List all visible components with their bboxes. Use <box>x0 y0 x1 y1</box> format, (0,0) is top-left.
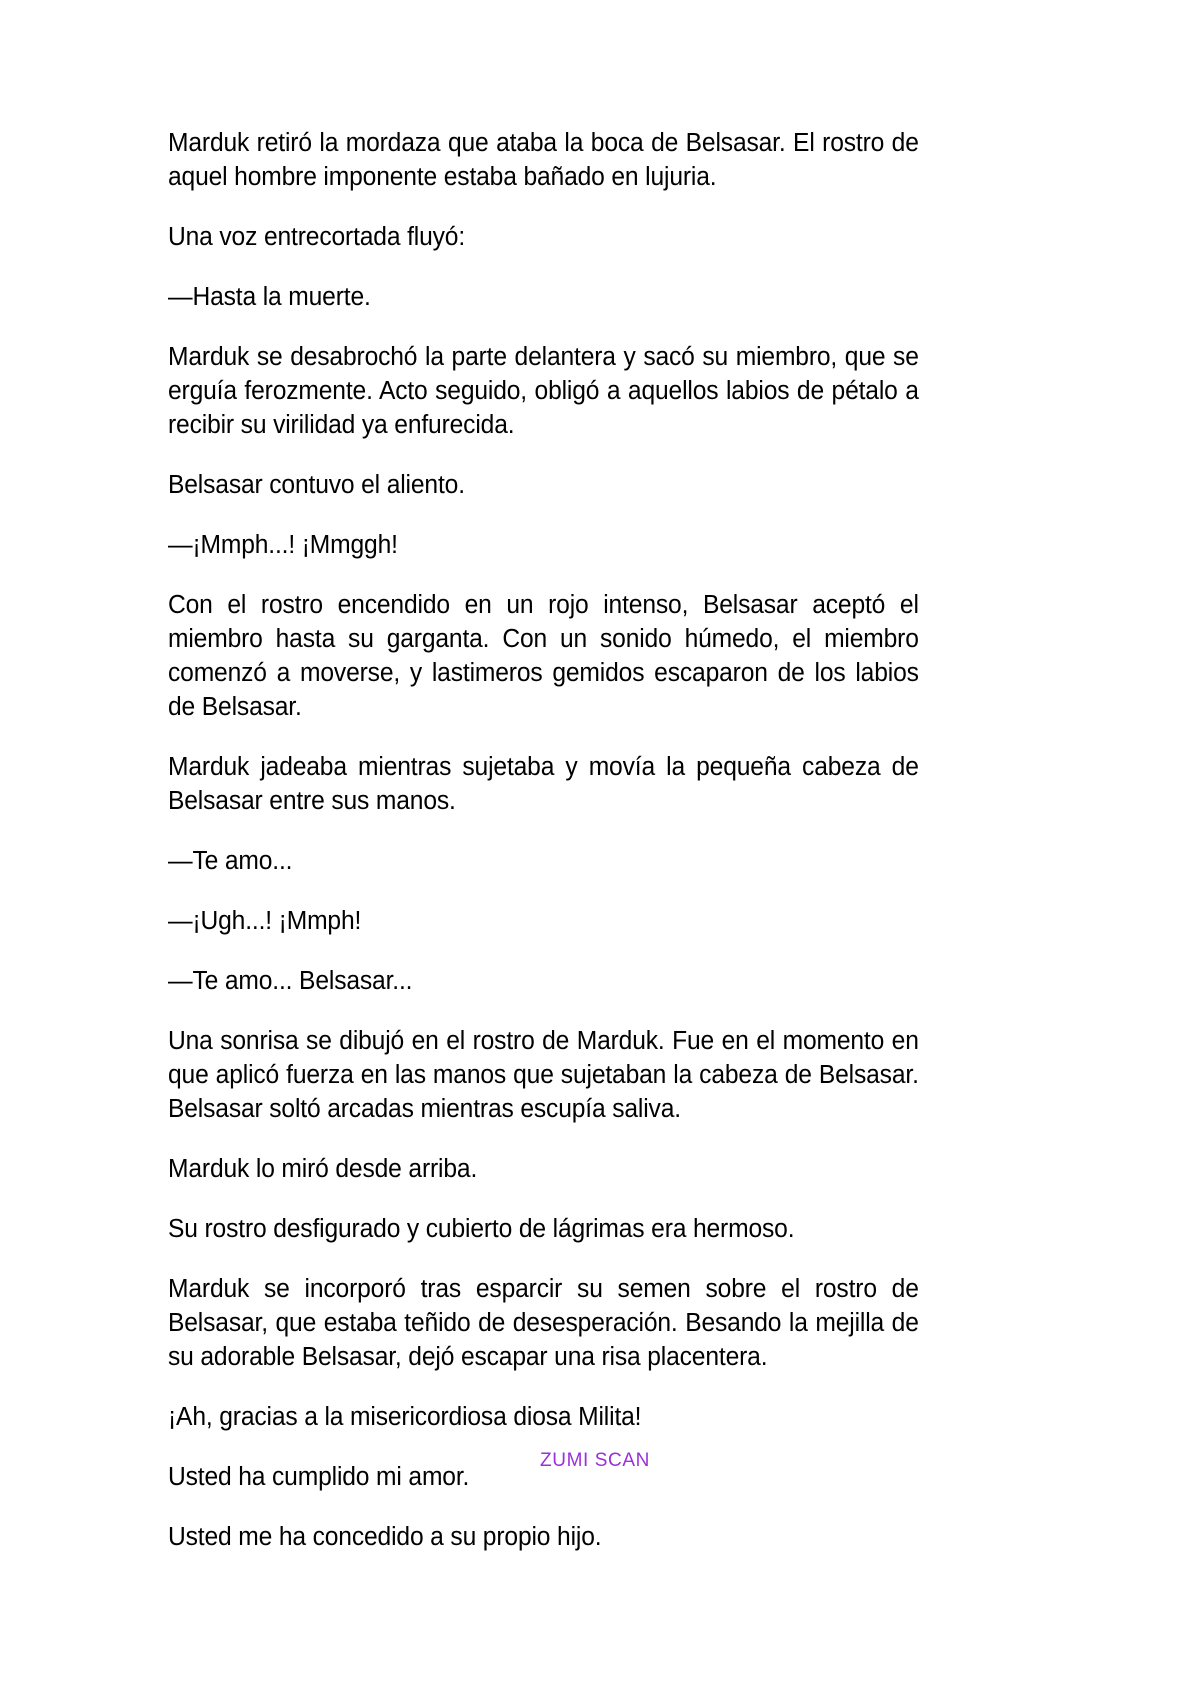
paragraph: Marduk se incorporó tras esparcir su semen sobre el rostro de Belsasar, que estaba teñido de desesperación. Besando la mejilla de su adorable Belsasar, dejó escapar una risa placentera. <box>168 1275 919 1371</box>
paragraph: Marduk retiró la mordaza que ataba la boca de Belsasar. El rostro de aquel hombre imponente estaba bañado en lujuria. <box>168 129 919 191</box>
scan-watermark: ZUMI SCAN <box>540 1450 650 1471</box>
paragraph: ¡Ah, gracias a la misericordiosa diosa Milita! <box>168 1403 642 1431</box>
paragraph: Marduk jadeaba mientras sujetaba y movía la pequeña cabeza de Belsasar entre sus manos. <box>168 753 919 815</box>
paragraph: Una sonrisa se dibujó en el rostro de Marduk. Fue en el momento en que aplicó fuerza en las manos que sujetaban la cabeza de Belsasar. Belsasar soltó arcadas mientras escupía saliva. <box>168 1027 919 1123</box>
paragraph: Usted me ha concedido a su propio hijo. <box>168 1523 602 1551</box>
paragraph: Marduk lo miró desde arriba. <box>168 1155 478 1183</box>
dialogue-line: —¡Ugh...! ¡Mmph! <box>168 907 362 935</box>
paragraph: Belsasar contuvo el aliento. <box>168 471 465 499</box>
paragraph: Con el rostro encendido en un rojo intenso, Belsasar aceptó el miembro hasta su garganta. Con un sonido húmedo, el miembro comenzó a moverse, y lastimeros gemidos escaparon de los labios de Belsasar. <box>168 591 919 721</box>
dialogue-line: —Hasta la muerte. <box>168 283 371 311</box>
dialogue-line: —¡Mmph...! ¡Mmggh! <box>168 531 398 559</box>
paragraph: Marduk se desabrochó la parte delantera y sacó su miembro, que se erguía ferozmente. Acto seguido, obligó a aquellos labios de pétalo a recibir su virilidad ya enfurecida. <box>168 343 919 439</box>
paragraph: Su rostro desfigurado y cubierto de lágrimas era hermoso. <box>168 1215 795 1243</box>
document-body <box>168 126 946 1580</box>
paragraph: Una voz entrecortada fluyó: <box>168 223 466 251</box>
dialogue-line: —Te amo... <box>168 847 293 875</box>
paragraph: Usted ha cumplido mi amor. <box>168 1463 470 1491</box>
dialogue-line: —Te amo... Belsasar... <box>168 967 413 995</box>
